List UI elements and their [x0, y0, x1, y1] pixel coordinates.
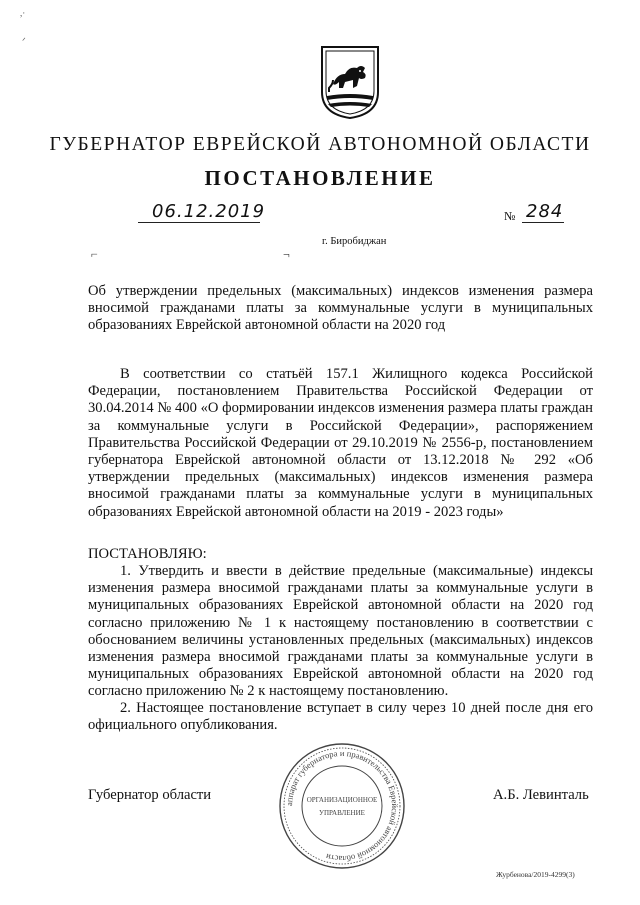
footer-reference: Журбенова/2019-4299(3): [496, 870, 575, 879]
preamble-paragraph: В соответствии со статьёй 157.1 Жилищного кодекса Российской Федерации, постановлением Правительства Российской Федерации от 30.04.2014 № 400 «О формировании индексов изменения размера платы граждан за коммунальные услуги в Российской Федерации», распоряжением Правительства Российской Федерации от 29.10.2019 № 2556-р, постановлением губернатора Еврейской автономной области от 13.12.2018 № 292 «Об утверждении предельных (максимальных) индексов изменения размера вносимой гражданами платы за коммунальные услуги в муниципальных образованиях Еврейской автономной области на 2019 - 2023 годы»: [88, 366, 593, 520]
date-underline: [138, 222, 260, 223]
left-corner-bracket: ⌐: [91, 247, 98, 261]
number-prefix: №: [504, 209, 516, 223]
signatory-name: А.Б. Левинталь: [493, 787, 589, 803]
corner-mark-2: ᐟ: [22, 36, 26, 46]
document-number: 284: [526, 201, 564, 222]
stamp-ring-text: аппарат губернатора и правительства Еврейской автономной области: [283, 747, 401, 865]
svg-text:аппарат губернатора и правител: [284, 748, 400, 864]
resolve-word: ПОСТАНОВЛЯЮ:: [88, 546, 207, 562]
authority-title: ГУБЕРНАТОР ЕВРЕЙСКОЙ АВТОНОМНОЙ ОБЛАСТИ: [49, 134, 591, 155]
number-underline: [522, 222, 564, 223]
stamp-center-line-2: УПРАВЛЕНИЕ: [319, 809, 365, 817]
city: г. Биробиджан: [322, 236, 387, 247]
document-subject: Об утверждении предельных (максимальных) индексов изменения размера вносимой гражданами платы за коммунальные услуги в муниципальных образованиях Еврейской автономной области на 2020 год: [88, 283, 593, 334]
signatory-position: Губернатор области: [88, 787, 212, 803]
document-type-title: ПОСТАНОВЛЕНИЕ: [204, 166, 436, 190]
item-2-paragraph: 2. Настоящее постановление вступает в силу через 10 дней после дня его официального опубликования.: [88, 700, 593, 734]
organizational-stamp: [276, 740, 408, 872]
stamp-center-line-1: ОРГАНИЗАЦИОННОЕ: [306, 796, 378, 804]
coat-of-arms: [319, 44, 381, 120]
right-corner-bracket: ¬: [283, 247, 290, 261]
corner-mark-1: ,·: [20, 8, 26, 18]
coat-of-arms-tiger-icon: [319, 44, 381, 120]
item-1-paragraph: 1. Утвердить и ввести в действие предельные (максимальные) индексы изменения размера вносимой гражданами платы за коммунальные услуги в муниципальных образованиях Еврейской автономной области на 2020 год согласно приложению № 1 к настоящему постановлению в соответствии с обоснованием величины установленных предельных (максимальных) индексов изменения размера вносимой гражданами платы за коммунальные услуги в муниципальных образованиях Еврейской автономной области на 2020 год согласно приложению № 2 к настоящему постановлению.: [88, 563, 593, 700]
document-date: 06.12.2019: [152, 201, 266, 222]
